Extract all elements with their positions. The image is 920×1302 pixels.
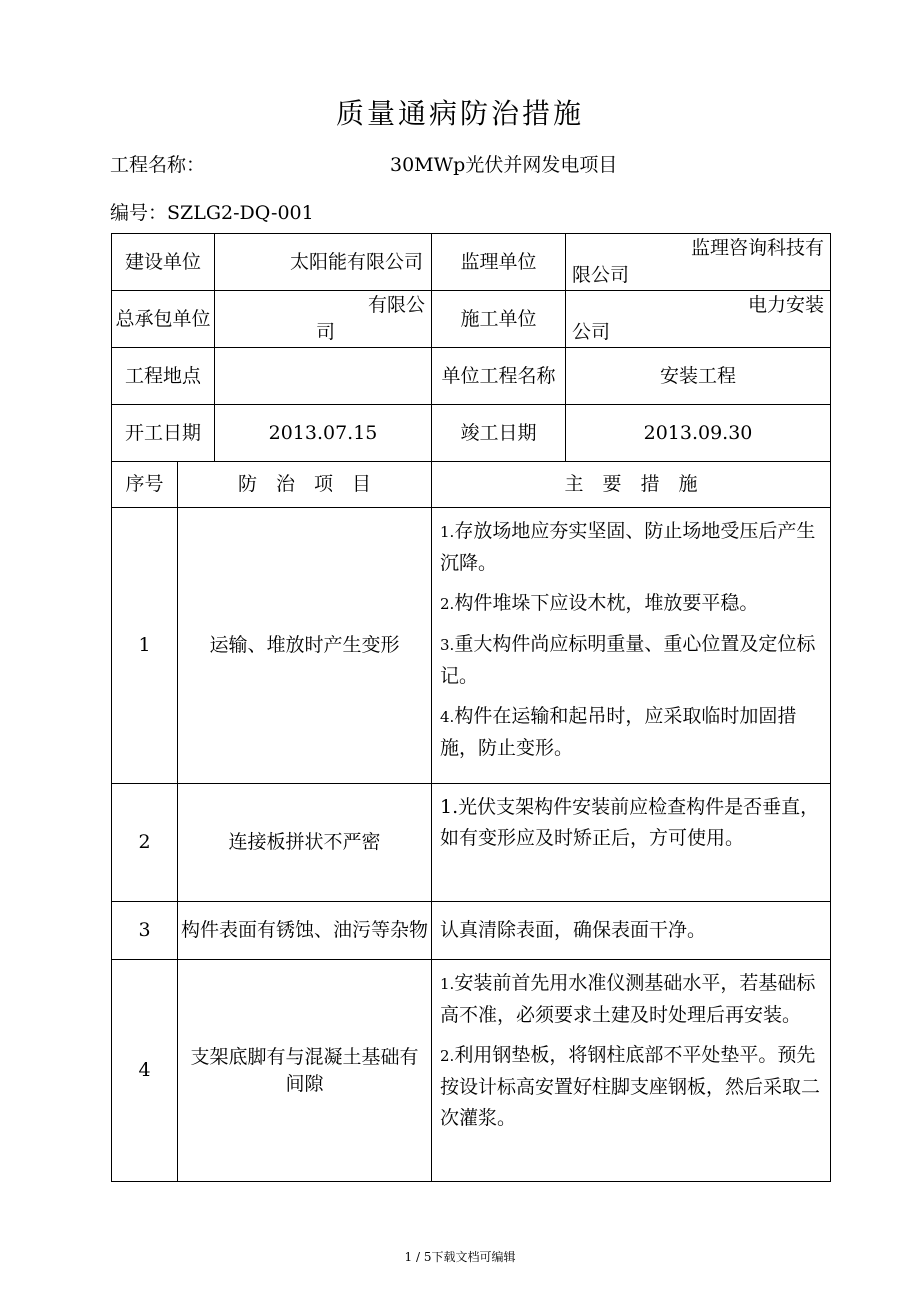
info-row-construction <box>112 234 831 291</box>
value-builder-line1: 电力安装 <box>748 294 825 316</box>
measure-line: 1.光伏支架构件安装前应检查构件是否垂直，如有变形应及时矫正后，方可使用。 <box>440 796 820 849</box>
label-supervision-unit: 监理单位 <box>432 234 566 291</box>
row-measures <box>432 902 831 960</box>
value-contractor-line2: 司 <box>316 321 336 343</box>
row-measures <box>432 784 831 902</box>
row-item: 支架底脚有与混凝土基础有间隙 <box>178 960 432 1182</box>
row-number: 2 <box>112 784 178 902</box>
table-row <box>112 784 831 902</box>
row-measures <box>432 508 831 784</box>
value-contractor-line1: 有限公 <box>368 294 426 316</box>
row-number: 4 <box>112 960 178 1182</box>
measure-line: 2.构件堆垛下应设木枕，堆放要平稳。 <box>440 592 759 614</box>
measure-line: 认真清除表面，确保表面干净。 <box>440 919 707 941</box>
project-name: 30MWp光伏并网发电项目 <box>390 154 618 176</box>
value-supervision-line2: 限公司 <box>572 264 630 286</box>
table-row <box>112 960 831 1182</box>
measure-line: 2.利用钢垫板，将钢柱底部不平处垫平。预先按设计标高安置好柱脚支座钢板，然后采取二次灌浆。 <box>440 1044 821 1129</box>
label-start-date: 开工日期 <box>112 405 215 462</box>
project-label: 工程名称： <box>110 154 206 176</box>
document-number: 编号：SZLG2-DQ-001 <box>110 202 314 224</box>
table-row <box>112 508 831 784</box>
value-start-date: 2013.07.15 <box>215 405 432 462</box>
value-supervision-line1: 监理咨询科技有 <box>691 237 825 259</box>
row-measures <box>432 960 831 1182</box>
value-builder-line2: 公司 <box>572 321 611 343</box>
table-row <box>112 902 831 960</box>
info-row-dates <box>112 405 831 462</box>
measure-line: 4.构件在运输和起吊时，应采取临时加固措施，防止变形。 <box>440 705 797 759</box>
label-construction-unit: 建设单位 <box>112 234 215 291</box>
quality-table <box>111 233 831 1182</box>
info-row-location <box>112 348 831 405</box>
page-footer: 1 / 5下载文档可编辑 <box>404 1250 516 1264</box>
header-measure: 主 要 措 施 <box>432 462 831 508</box>
header-no: 序号 <box>112 462 178 508</box>
value-builder-unit <box>566 291 831 348</box>
label-builder-unit: 施工单位 <box>432 291 566 348</box>
label-completion-date: 竣工日期 <box>432 405 566 462</box>
row-number: 1 <box>112 508 178 784</box>
measure-line: 3.重大构件尚应标明重量、重心位置及定位标记。 <box>440 633 816 687</box>
measure-line: 1.存放场地应夯实坚固、防止场地受压后产生沉降。 <box>440 520 816 574</box>
row-item: 运输、堆放时产生变形 <box>178 508 432 784</box>
value-unit-project-name: 安装工程 <box>566 348 831 405</box>
page-title: 质量通病防治措施 <box>335 97 584 130</box>
row-item: 连接板拼状不严密 <box>178 784 432 902</box>
row-number: 3 <box>112 902 178 960</box>
row-item: 构件表面有锈蚀、油污等杂物 <box>178 902 432 960</box>
header-item: 防 治 项 目 <box>178 462 432 508</box>
value-completion-date: 2013.09.30 <box>566 405 831 462</box>
value-supervision-unit <box>566 234 831 291</box>
label-project-location: 工程地点 <box>112 348 215 405</box>
info-row-contractor <box>112 291 831 348</box>
measure-line: 1.安装前首先用水准仪测基础水平，若基础标高不准，必须要求土建及时处理后再安装。 <box>440 972 816 1026</box>
label-general-contractor: 总承包单位 <box>112 291 215 348</box>
value-construction-unit: 太阳能有限公司 <box>215 234 432 291</box>
value-general-contractor <box>215 291 432 348</box>
value-project-location <box>215 348 432 405</box>
table-header-row <box>112 462 831 508</box>
label-unit-project-name: 单位工程名称 <box>432 348 566 405</box>
